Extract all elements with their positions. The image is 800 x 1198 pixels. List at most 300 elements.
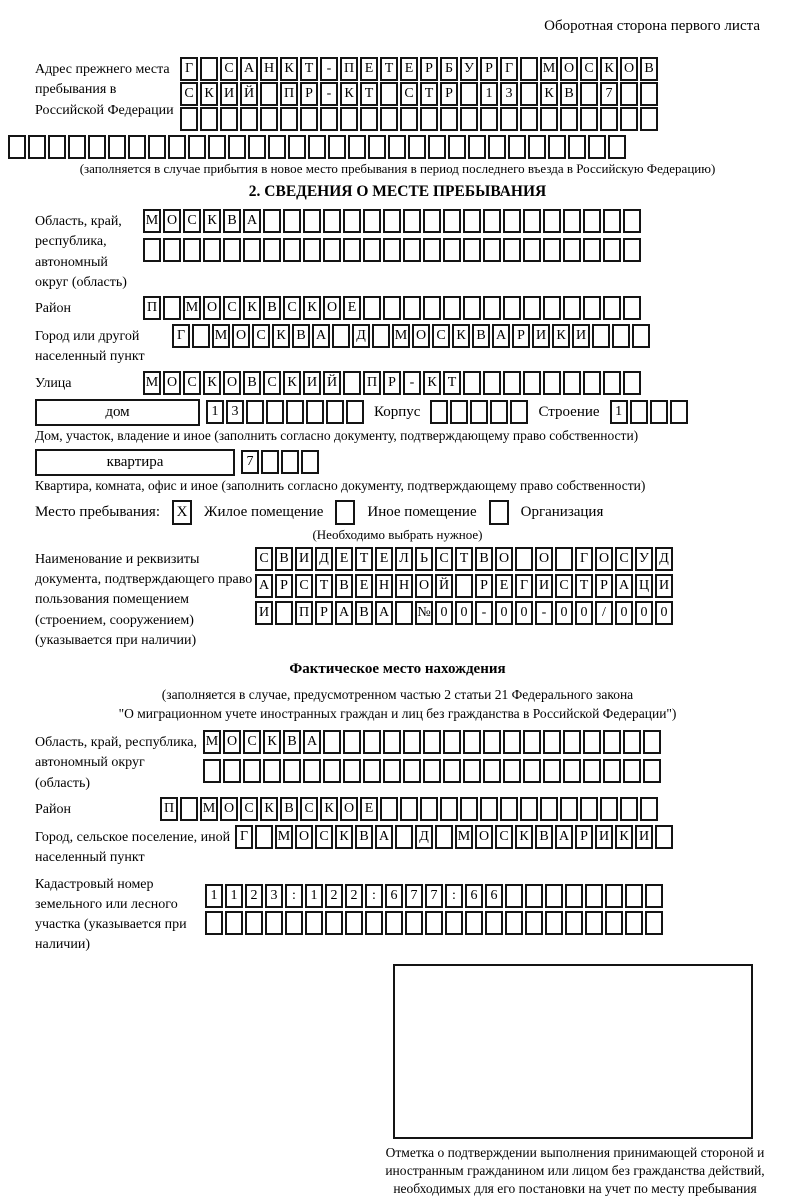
char-cell[interactable] [403, 209, 421, 233]
char-cell[interactable] [68, 135, 86, 159]
char-cell[interactable]: И [295, 547, 313, 571]
char-cell[interactable]: - [475, 601, 493, 625]
char-cell[interactable] [440, 107, 458, 131]
char-cell[interactable]: Н [395, 574, 413, 598]
char-cell[interactable] [325, 911, 343, 935]
char-cell[interactable]: : [365, 884, 383, 908]
char-cell[interactable] [108, 135, 126, 159]
char-cell[interactable]: : [445, 884, 463, 908]
char-cell[interactable]: А [255, 574, 273, 598]
char-cell[interactable] [363, 209, 381, 233]
char-cell[interactable] [395, 825, 413, 849]
char-cell[interactable] [343, 209, 361, 233]
char-cell[interactable]: С [615, 547, 633, 571]
char-cell[interactable]: А [555, 825, 573, 849]
char-cell[interactable] [265, 911, 283, 935]
char-cell[interactable]: И [572, 324, 590, 348]
char-cell[interactable]: Т [355, 547, 373, 571]
char-cell[interactable] [543, 238, 561, 262]
char-cell[interactable] [463, 371, 481, 395]
char-cell[interactable] [48, 135, 66, 159]
char-cell[interactable] [183, 238, 201, 262]
char-cell[interactable] [408, 135, 426, 159]
char-cell[interactable] [443, 238, 461, 262]
char-cell[interactable] [583, 209, 601, 233]
char-cell[interactable] [563, 296, 581, 320]
char-cell[interactable]: 3 [500, 82, 518, 106]
char-cell[interactable] [625, 884, 643, 908]
char-cell[interactable] [423, 209, 441, 233]
char-cell[interactable]: Е [335, 547, 353, 571]
char-cell[interactable]: О [560, 57, 578, 81]
char-cell[interactable] [523, 371, 541, 395]
char-cell[interactable] [343, 371, 361, 395]
char-cell[interactable]: К [203, 209, 221, 233]
char-cell[interactable]: Т [380, 57, 398, 81]
char-cell[interactable]: 7 [425, 884, 443, 908]
char-cell[interactable] [470, 400, 488, 424]
char-cell[interactable]: О [475, 825, 493, 849]
char-cell[interactable]: 6 [465, 884, 483, 908]
char-cell[interactable]: / [595, 601, 613, 625]
char-cell[interactable]: М [275, 825, 293, 849]
char-cell[interactable]: Р [575, 825, 593, 849]
char-cell[interactable] [503, 730, 521, 754]
char-cell[interactable] [220, 107, 238, 131]
char-cell[interactable] [383, 730, 401, 754]
char-cell[interactable] [240, 107, 258, 131]
char-cell[interactable]: О [595, 547, 613, 571]
char-cell[interactable]: Г [575, 547, 593, 571]
char-cell[interactable] [490, 400, 508, 424]
char-cell[interactable]: Б [440, 57, 458, 81]
char-cell[interactable] [303, 238, 321, 262]
char-cell[interactable] [203, 759, 221, 783]
char-cell[interactable] [300, 107, 318, 131]
char-cell[interactable] [460, 797, 478, 821]
char-cell[interactable]: С [300, 797, 318, 821]
char-cell[interactable] [563, 209, 581, 233]
char-cell[interactable] [540, 107, 558, 131]
char-cell[interactable] [515, 547, 533, 571]
char-cell[interactable]: О [223, 730, 241, 754]
char-cell[interactable] [565, 884, 583, 908]
char-cell[interactable] [523, 209, 541, 233]
char-cell[interactable]: 0 [575, 601, 593, 625]
char-cell[interactable] [580, 107, 598, 131]
char-cell[interactable]: О [223, 371, 241, 395]
char-cell[interactable] [643, 730, 661, 754]
char-cell[interactable]: С [183, 209, 201, 233]
char-cell[interactable]: 0 [495, 601, 513, 625]
char-cell[interactable] [630, 400, 648, 424]
char-cell[interactable]: Е [360, 57, 378, 81]
char-cell[interactable]: 1 [305, 884, 323, 908]
char-cell[interactable]: С [252, 324, 270, 348]
apartment-box[interactable]: квартира [35, 449, 235, 476]
char-cell[interactable] [670, 400, 688, 424]
char-cell[interactable] [520, 797, 538, 821]
char-cell[interactable] [363, 238, 381, 262]
char-cell[interactable]: А [375, 601, 393, 625]
char-cell[interactable]: С [315, 825, 333, 849]
char-cell[interactable]: К [203, 371, 221, 395]
char-cell[interactable] [205, 911, 223, 935]
char-cell[interactable] [580, 797, 598, 821]
char-cell[interactable]: С [432, 324, 450, 348]
char-cell[interactable]: Т [420, 82, 438, 106]
char-cell[interactable] [260, 82, 278, 106]
char-cell[interactable] [520, 82, 538, 106]
char-cell[interactable]: К [340, 82, 358, 106]
char-cell[interactable]: Д [655, 547, 673, 571]
char-cell[interactable] [255, 825, 273, 849]
char-cell[interactable] [608, 135, 626, 159]
char-cell[interactable]: С [243, 730, 261, 754]
char-cell[interactable] [301, 450, 319, 474]
char-cell[interactable]: Р [480, 57, 498, 81]
char-cell[interactable] [445, 911, 463, 935]
char-cell[interactable] [460, 107, 478, 131]
char-cell[interactable] [605, 884, 623, 908]
char-cell[interactable] [465, 911, 483, 935]
char-cell[interactable] [435, 825, 453, 849]
char-cell[interactable]: К [280, 57, 298, 81]
char-cell[interactable]: Р [383, 371, 401, 395]
char-cell[interactable] [603, 730, 621, 754]
char-cell[interactable] [623, 730, 641, 754]
char-cell[interactable] [505, 911, 523, 935]
char-cell[interactable] [203, 238, 221, 262]
char-cell[interactable] [385, 911, 403, 935]
char-cell[interactable]: Ь [415, 547, 433, 571]
char-cell[interactable] [600, 797, 618, 821]
char-cell[interactable]: М [183, 296, 201, 320]
char-cell[interactable]: 0 [455, 601, 473, 625]
char-cell[interactable]: 6 [485, 884, 503, 908]
char-cell[interactable] [645, 911, 663, 935]
char-cell[interactable] [583, 238, 601, 262]
char-cell[interactable] [360, 107, 378, 131]
char-cell[interactable] [483, 238, 501, 262]
char-cell[interactable] [655, 825, 673, 849]
char-cell[interactable]: 0 [515, 601, 533, 625]
char-cell[interactable] [200, 57, 218, 81]
char-cell[interactable] [463, 759, 481, 783]
char-cell[interactable] [425, 911, 443, 935]
char-cell[interactable] [623, 238, 641, 262]
char-cell[interactable] [460, 82, 478, 106]
char-cell[interactable] [163, 296, 181, 320]
char-cell[interactable]: 0 [655, 601, 673, 625]
char-cell[interactable]: В [223, 209, 241, 233]
char-cell[interactable] [343, 730, 361, 754]
char-cell[interactable] [463, 238, 481, 262]
char-cell[interactable] [245, 911, 263, 935]
char-cell[interactable] [323, 238, 341, 262]
checkbox-inoe[interactable] [335, 500, 355, 525]
char-cell[interactable] [163, 238, 181, 262]
char-cell[interactable]: А [492, 324, 510, 348]
char-cell[interactable] [348, 135, 366, 159]
char-cell[interactable]: Д [415, 825, 433, 849]
char-cell[interactable]: 7 [600, 82, 618, 106]
char-cell[interactable] [423, 296, 441, 320]
char-cell[interactable]: Г [172, 324, 190, 348]
char-cell[interactable] [365, 911, 383, 935]
char-cell[interactable] [483, 759, 501, 783]
char-cell[interactable]: М [143, 209, 161, 233]
char-cell[interactable]: П [143, 296, 161, 320]
char-cell[interactable] [383, 209, 401, 233]
char-cell[interactable] [345, 911, 363, 935]
char-cell[interactable] [650, 400, 668, 424]
char-cell[interactable]: К [540, 82, 558, 106]
char-cell[interactable]: К [243, 296, 261, 320]
char-cell[interactable]: 1 [225, 884, 243, 908]
char-cell[interactable] [403, 759, 421, 783]
char-cell[interactable] [603, 209, 621, 233]
char-cell[interactable] [200, 107, 218, 131]
char-cell[interactable]: Р [595, 574, 613, 598]
char-cell[interactable] [523, 759, 541, 783]
char-cell[interactable]: М [455, 825, 473, 849]
char-cell[interactable]: Е [355, 574, 373, 598]
char-cell[interactable]: А [303, 730, 321, 754]
char-cell[interactable]: 2 [325, 884, 343, 908]
char-cell[interactable]: С [220, 57, 238, 81]
char-cell[interactable] [583, 371, 601, 395]
char-cell[interactable] [545, 884, 563, 908]
char-cell[interactable] [403, 730, 421, 754]
char-cell[interactable] [323, 209, 341, 233]
char-cell[interactable]: В [472, 324, 490, 348]
char-cell[interactable]: 2 [345, 884, 363, 908]
char-cell[interactable]: У [460, 57, 478, 81]
char-cell[interactable] [488, 135, 506, 159]
char-cell[interactable] [343, 759, 361, 783]
char-cell[interactable] [563, 730, 581, 754]
char-cell[interactable]: К [335, 825, 353, 849]
char-cell[interactable]: Е [375, 547, 393, 571]
char-cell[interactable]: О [203, 296, 221, 320]
char-cell[interactable]: С [580, 57, 598, 81]
char-cell[interactable] [600, 107, 618, 131]
char-cell[interactable]: 2 [245, 884, 263, 908]
char-cell[interactable] [363, 759, 381, 783]
char-cell[interactable]: И [595, 825, 613, 849]
char-cell[interactable] [288, 135, 306, 159]
char-cell[interactable] [480, 797, 498, 821]
char-cell[interactable]: П [280, 82, 298, 106]
char-cell[interactable] [643, 759, 661, 783]
char-cell[interactable]: О [163, 371, 181, 395]
char-cell[interactable] [500, 797, 518, 821]
char-cell[interactable]: В [475, 547, 493, 571]
char-cell[interactable] [483, 296, 501, 320]
char-cell[interactable] [320, 107, 338, 131]
char-cell[interactable]: В [292, 324, 310, 348]
char-cell[interactable] [523, 730, 541, 754]
char-cell[interactable] [545, 911, 563, 935]
char-cell[interactable] [540, 797, 558, 821]
char-cell[interactable]: М [540, 57, 558, 81]
char-cell[interactable] [380, 82, 398, 106]
char-cell[interactable]: К [320, 797, 338, 821]
char-cell[interactable] [583, 296, 601, 320]
char-cell[interactable] [243, 759, 261, 783]
char-cell[interactable] [328, 135, 346, 159]
char-cell[interactable] [405, 911, 423, 935]
char-cell[interactable] [246, 400, 264, 424]
char-cell[interactable] [443, 296, 461, 320]
char-cell[interactable] [640, 107, 658, 131]
char-cell[interactable]: П [340, 57, 358, 81]
char-cell[interactable] [443, 730, 461, 754]
char-cell[interactable]: К [552, 324, 570, 348]
char-cell[interactable]: Д [315, 547, 333, 571]
char-cell[interactable] [260, 107, 278, 131]
char-cell[interactable]: Т [360, 82, 378, 106]
char-cell[interactable]: 7 [241, 450, 259, 474]
char-cell[interactable] [248, 135, 266, 159]
char-cell[interactable] [612, 324, 630, 348]
char-cell[interactable] [603, 371, 621, 395]
char-cell[interactable]: И [655, 574, 673, 598]
char-cell[interactable] [485, 911, 503, 935]
char-cell[interactable] [592, 324, 610, 348]
char-cell[interactable] [383, 296, 401, 320]
char-cell[interactable] [263, 209, 281, 233]
char-cell[interactable]: А [240, 57, 258, 81]
char-cell[interactable] [468, 135, 486, 159]
char-cell[interactable] [443, 759, 461, 783]
char-cell[interactable]: 6 [385, 884, 403, 908]
char-cell[interactable] [623, 371, 641, 395]
char-cell[interactable] [223, 759, 241, 783]
char-cell[interactable] [268, 135, 286, 159]
char-cell[interactable] [283, 209, 301, 233]
char-cell[interactable] [340, 107, 358, 131]
char-cell[interactable]: 0 [435, 601, 453, 625]
char-cell[interactable]: Т [443, 371, 461, 395]
char-cell[interactable]: О [495, 547, 513, 571]
char-cell[interactable]: Е [360, 797, 378, 821]
char-cell[interactable]: П [363, 371, 381, 395]
char-cell[interactable] [388, 135, 406, 159]
char-cell[interactable] [28, 135, 46, 159]
char-cell[interactable]: И [532, 324, 550, 348]
char-cell[interactable]: Й [323, 371, 341, 395]
char-cell[interactable] [395, 601, 413, 625]
char-cell[interactable] [503, 209, 521, 233]
char-cell[interactable]: Т [455, 547, 473, 571]
char-cell[interactable]: О [412, 324, 430, 348]
char-cell[interactable] [483, 209, 501, 233]
char-cell[interactable] [225, 911, 243, 935]
char-cell[interactable]: С [400, 82, 418, 106]
char-cell[interactable] [8, 135, 26, 159]
char-cell[interactable]: О [340, 797, 358, 821]
char-cell[interactable] [266, 400, 284, 424]
char-cell[interactable]: Г [180, 57, 198, 81]
char-cell[interactable] [603, 759, 621, 783]
char-cell[interactable] [143, 238, 161, 262]
char-cell[interactable] [423, 238, 441, 262]
char-cell[interactable]: С [240, 797, 258, 821]
char-cell[interactable]: - [535, 601, 553, 625]
char-cell[interactable]: С [263, 371, 281, 395]
char-cell[interactable] [243, 238, 261, 262]
char-cell[interactable]: В [560, 82, 578, 106]
char-cell[interactable] [585, 911, 603, 935]
char-cell[interactable]: Г [235, 825, 253, 849]
char-cell[interactable]: В [243, 371, 261, 395]
char-cell[interactable] [603, 238, 621, 262]
char-cell[interactable] [520, 107, 538, 131]
char-cell[interactable]: А [615, 574, 633, 598]
char-cell[interactable]: Н [260, 57, 278, 81]
char-cell[interactable]: К [600, 57, 618, 81]
char-cell[interactable] [503, 759, 521, 783]
checkbox-zhiloe[interactable]: X [172, 500, 192, 525]
char-cell[interactable] [423, 759, 441, 783]
char-cell[interactable]: Г [515, 574, 533, 598]
char-cell[interactable] [332, 324, 350, 348]
char-cell[interactable]: К [515, 825, 533, 849]
char-cell[interactable] [523, 238, 541, 262]
char-cell[interactable] [372, 324, 390, 348]
char-cell[interactable] [303, 209, 321, 233]
char-cell[interactable] [623, 759, 641, 783]
char-cell[interactable] [543, 209, 561, 233]
char-cell[interactable]: В [640, 57, 658, 81]
char-cell[interactable]: А [312, 324, 330, 348]
char-cell[interactable]: М [203, 730, 221, 754]
char-cell[interactable] [483, 730, 501, 754]
char-cell[interactable]: К [200, 82, 218, 106]
char-cell[interactable]: Л [395, 547, 413, 571]
char-cell[interactable]: В [283, 730, 301, 754]
char-cell[interactable]: К [263, 730, 281, 754]
char-cell[interactable]: Р [440, 82, 458, 106]
char-cell[interactable]: Д [352, 324, 370, 348]
char-cell[interactable] [583, 759, 601, 783]
char-cell[interactable] [568, 135, 586, 159]
checkbox-organizaciya[interactable] [489, 500, 509, 525]
char-cell[interactable] [443, 209, 461, 233]
char-cell[interactable]: 1 [610, 400, 628, 424]
char-cell[interactable]: О [295, 825, 313, 849]
char-cell[interactable] [308, 135, 326, 159]
char-cell[interactable]: В [280, 797, 298, 821]
char-cell[interactable]: Т [575, 574, 593, 598]
char-cell[interactable]: Е [400, 57, 418, 81]
char-cell[interactable] [508, 135, 526, 159]
char-cell[interactable] [440, 797, 458, 821]
char-cell[interactable] [523, 296, 541, 320]
char-cell[interactable] [261, 450, 279, 474]
char-cell[interactable]: 0 [555, 601, 573, 625]
char-cell[interactable]: С [283, 296, 301, 320]
char-cell[interactable] [623, 209, 641, 233]
char-cell[interactable]: К [283, 371, 301, 395]
char-cell[interactable]: В [355, 601, 373, 625]
char-cell[interactable] [543, 730, 561, 754]
char-cell[interactable] [555, 547, 573, 571]
char-cell[interactable] [640, 82, 658, 106]
char-cell[interactable] [180, 107, 198, 131]
